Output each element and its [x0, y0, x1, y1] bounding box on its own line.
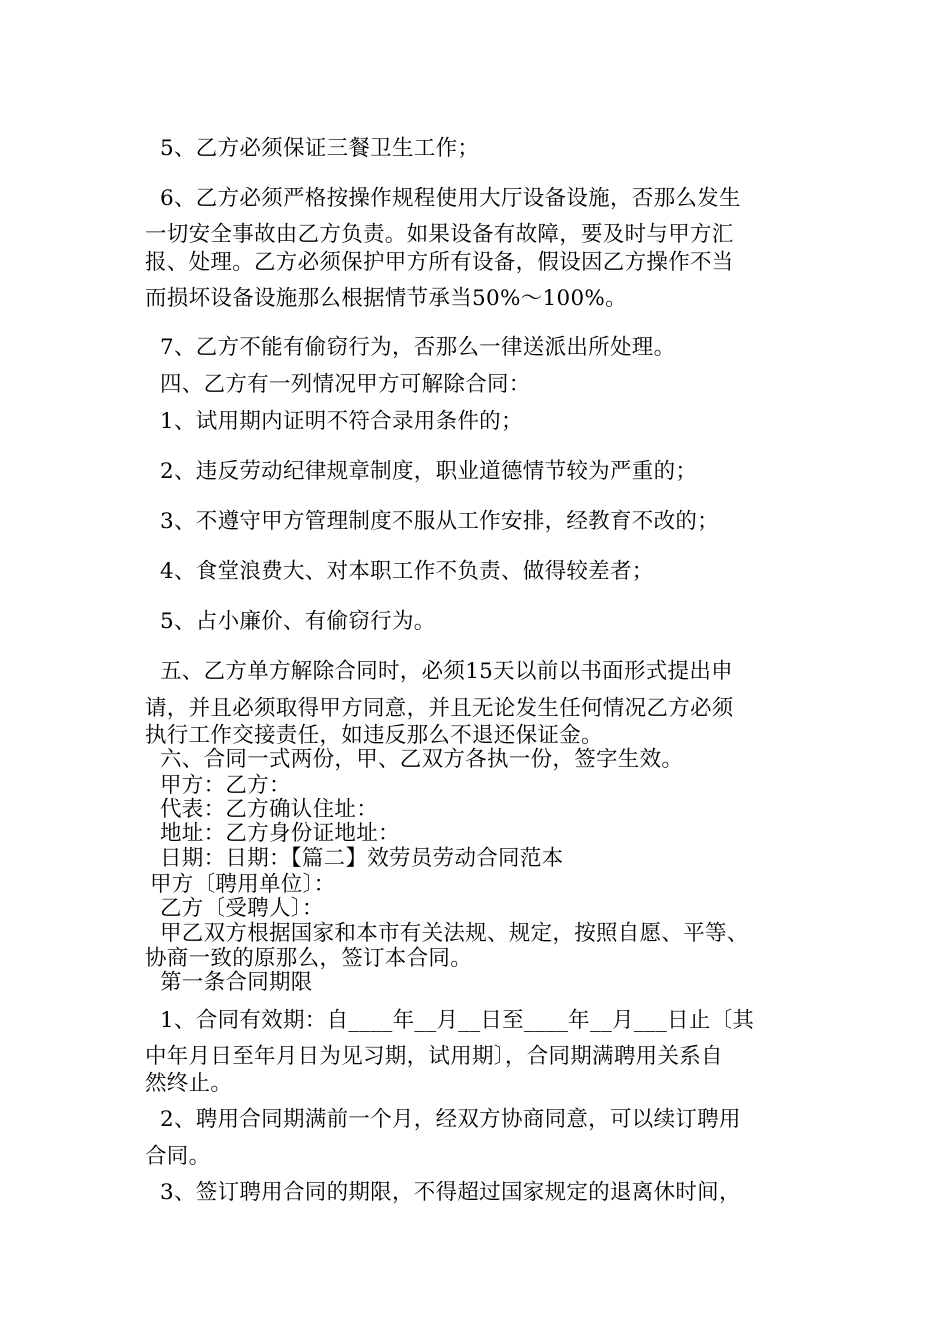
text-line: 而损坏设备设施那么根据情节承当50%～100%。 [145, 286, 627, 311]
text-line: 4、食堂浪费大、对本职工作不负责、做得较差者； [160, 559, 654, 584]
text-line: 五、乙方单方解除合同时，必须15天以前以书面形式提出申 [160, 659, 733, 684]
text-line: 报、处理。乙方必须保护甲方所有设备，假设因乙方操作不当 [145, 250, 734, 275]
text-line: 代表：乙方确认住址： [160, 797, 379, 822]
text-line: 中年月日至年月日为见习期，试用期〕，合同期满聘用关系自 [145, 1044, 723, 1069]
text-line: 然终止。 [145, 1071, 233, 1096]
text-line: 5、占小廉价、有偷窃行为。 [160, 609, 436, 634]
text-line: 甲乙双方根据国家和本市有关法规、规定，按照自愿、平等、 [160, 921, 749, 946]
text-line: 5、乙方必须保证三餐卫生工作； [160, 136, 480, 161]
text-line: 3、不遵守甲方管理制度不服从工作安排，经教育不改的； [160, 509, 719, 534]
text-line: 日期：日期：【篇二】效劳员劳动合同范本 [160, 846, 564, 871]
text-line: 第一条合同期限 [160, 970, 313, 995]
text-line: 请，并且必须取得甲方同意，并且无论发生任何情况乙方必须 [145, 696, 734, 721]
text-line: 甲方：乙方： [160, 773, 291, 798]
text-line: 一切安全事故由乙方负责。如果设备有故障，要及时与甲方汇 [145, 222, 734, 247]
text-line: 3、签订聘用合同的期限，不得超过国家规定的退离休时间， [160, 1180, 741, 1205]
text-line: 合同。 [145, 1144, 211, 1169]
text-line: 2、聘用合同期满前一个月，经双方协商同意，可以续订聘用 [160, 1107, 741, 1132]
text-line: 6、乙方必须严格按操作规程使用大厅设备设施，否那么发生 [160, 186, 741, 211]
text-line: 地址：乙方身份证地址： [160, 821, 400, 846]
text-line: 7、乙方不能有偷窃行为，否那么一律送派出所处理。 [160, 335, 676, 360]
text-line: 四、乙方有一列情况甲方可解除合同： [160, 372, 531, 397]
text-line: 1、合同有效期：自____年__月__日至____年__月___日止〔其 [160, 1008, 755, 1033]
text-line: 乙方〔受聘人〕： [160, 896, 324, 921]
text-line: 2、违反劳动纪律规章制度，职业道德情节较为严重的； [160, 459, 698, 484]
text-line: 甲方〔聘用单位〕： [150, 872, 336, 897]
text-line: 1、试用期内证明不符合录用条件的； [160, 409, 523, 434]
text-line: 六、合同一式两份，甲、乙双方各执一份，签字生效。 [160, 747, 684, 772]
text-line: 协商一致的原那么，签订本合同。 [145, 946, 473, 971]
text-line: 执行工作交接责任，如违反那么不退还保证金。 [145, 723, 603, 748]
